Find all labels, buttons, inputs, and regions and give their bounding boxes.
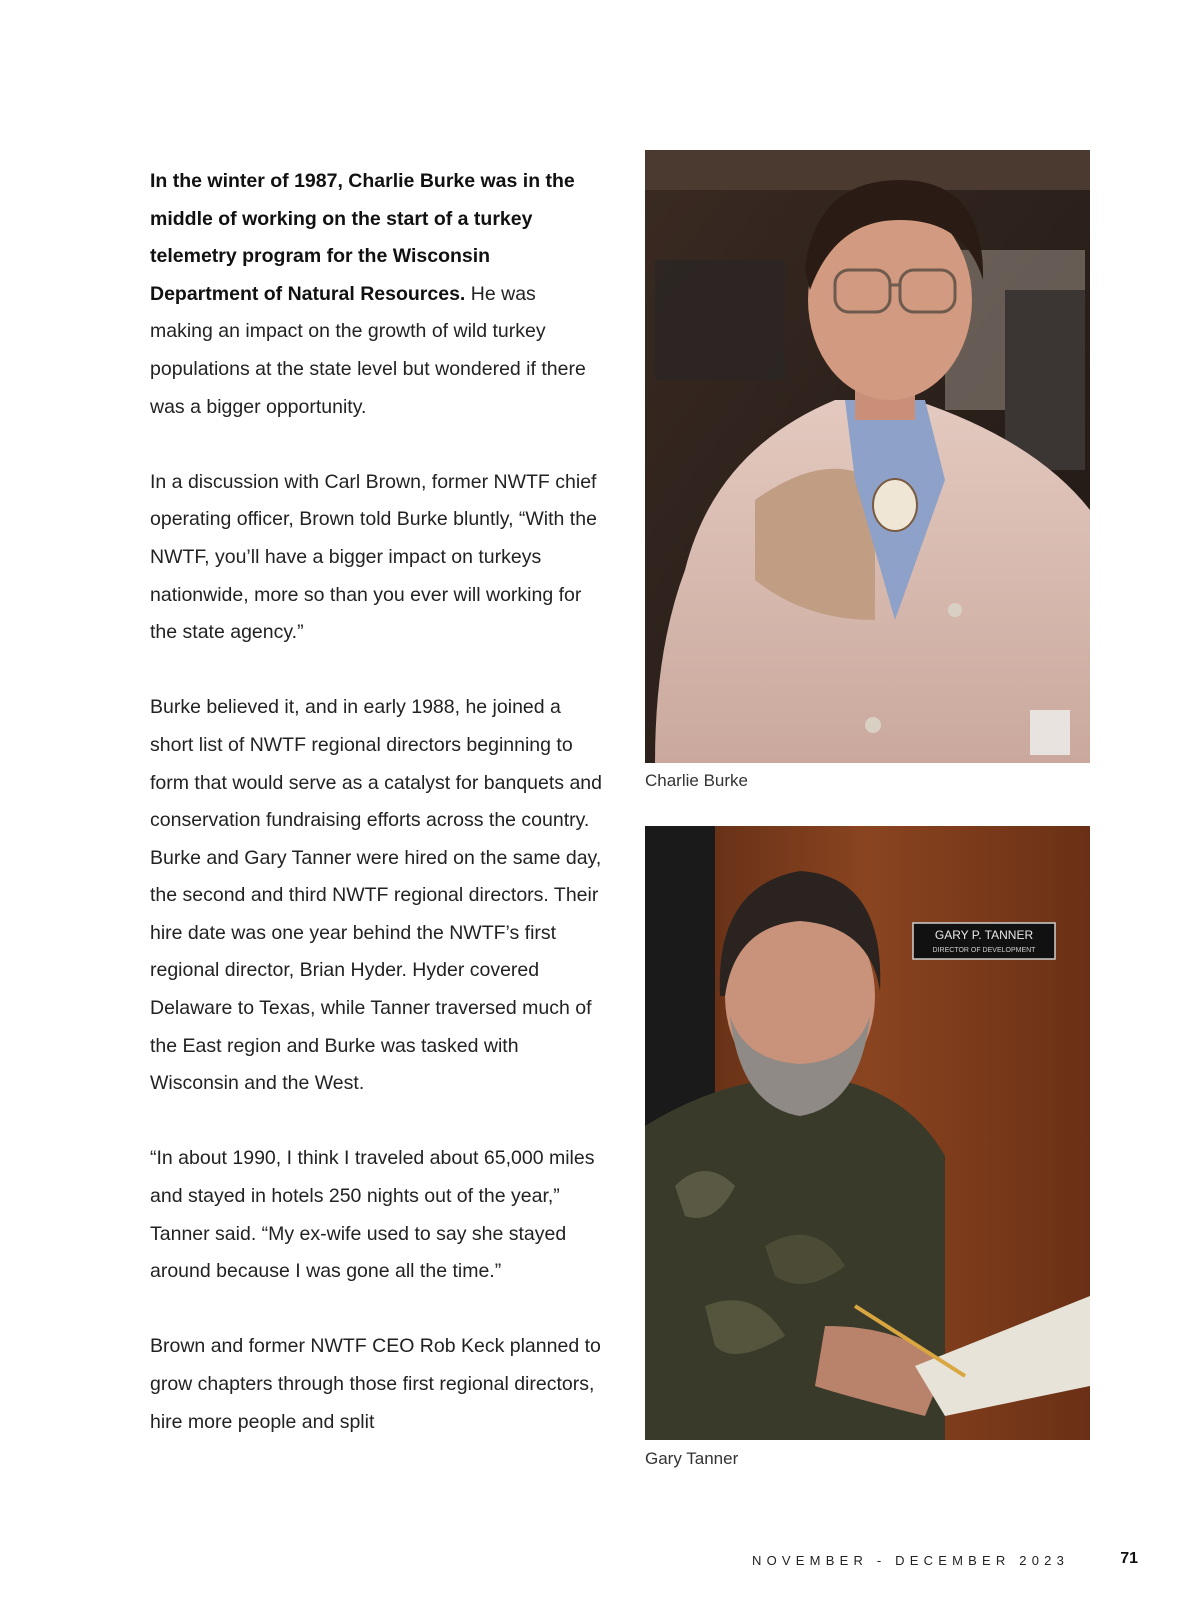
page-number: 71 bbox=[1120, 1550, 1138, 1567]
issue-date: NOVEMBER - DECEMBER 2023 bbox=[752, 1553, 1069, 1568]
portrait-illustration-burke bbox=[645, 150, 1090, 763]
paragraph-text: He was making an impact on the growth of wild turkey populations at the state level but wondered if there was a bigger opportunity. bbox=[150, 282, 586, 418]
nameplate-name: GARY P. TANNER bbox=[934, 928, 1034, 942]
photo-gary-tanner bbox=[645, 826, 1090, 1440]
nameplate-title: DIRECTOR OF DEVELOPMENT bbox=[932, 947, 1036, 954]
article-body bbox=[150, 163, 602, 1479]
portrait-illustration-tanner bbox=[645, 826, 1090, 1440]
photo-charlie-burke bbox=[645, 150, 1090, 763]
article-paragraph-1 bbox=[150, 163, 602, 426]
article-paragraph-5: Brown and former NWTF CEO Rob Keck planned to grow chapters through those first regional directors, hire more people and split bbox=[150, 1335, 601, 1433]
article-paragraph-3: Burke believed it, and in early 1988, he joined a short list of NWTF regional directors beginning to form that would serve as a catalyst for banquets and conservation fundraising efforts across the country. Burke and Gary Tanner were hired on the same day, the second and third NWTF regional directors. Their hire date was one year behind the NWTF’s first regional director, Brian Hyder. Hyder covered Delaware to Texas, while Tanner traversed much of the East region and Burke was tasked with Wisconsin and the West. bbox=[150, 696, 602, 1095]
article-paragraph-2: In a discussion with Carl Brown, former NWTF chief operating officer, Brown told Burke bluntly, “With the NWTF, you’ll have a bigger impact on turkeys nationwide, more so than you ever will working for the state agency.” bbox=[150, 470, 597, 644]
lead-in-text: In the winter of 1987, Charlie Burke was in the middle of working on the start of a turkey telemetry program for the Wisconsin Department of Natural Resources. bbox=[150, 170, 575, 305]
article-paragraph-4: “In about 1990, I think I traveled about 65,000 miles and stayed in hotels 250 nights out of the year,” Tanner said. “My ex-wife used to say she stayed around because I was gone all the time.” bbox=[150, 1147, 595, 1283]
photo-caption-burke: Charlie Burke bbox=[645, 771, 748, 790]
photo-caption-tanner: Gary Tanner bbox=[645, 1449, 739, 1468]
